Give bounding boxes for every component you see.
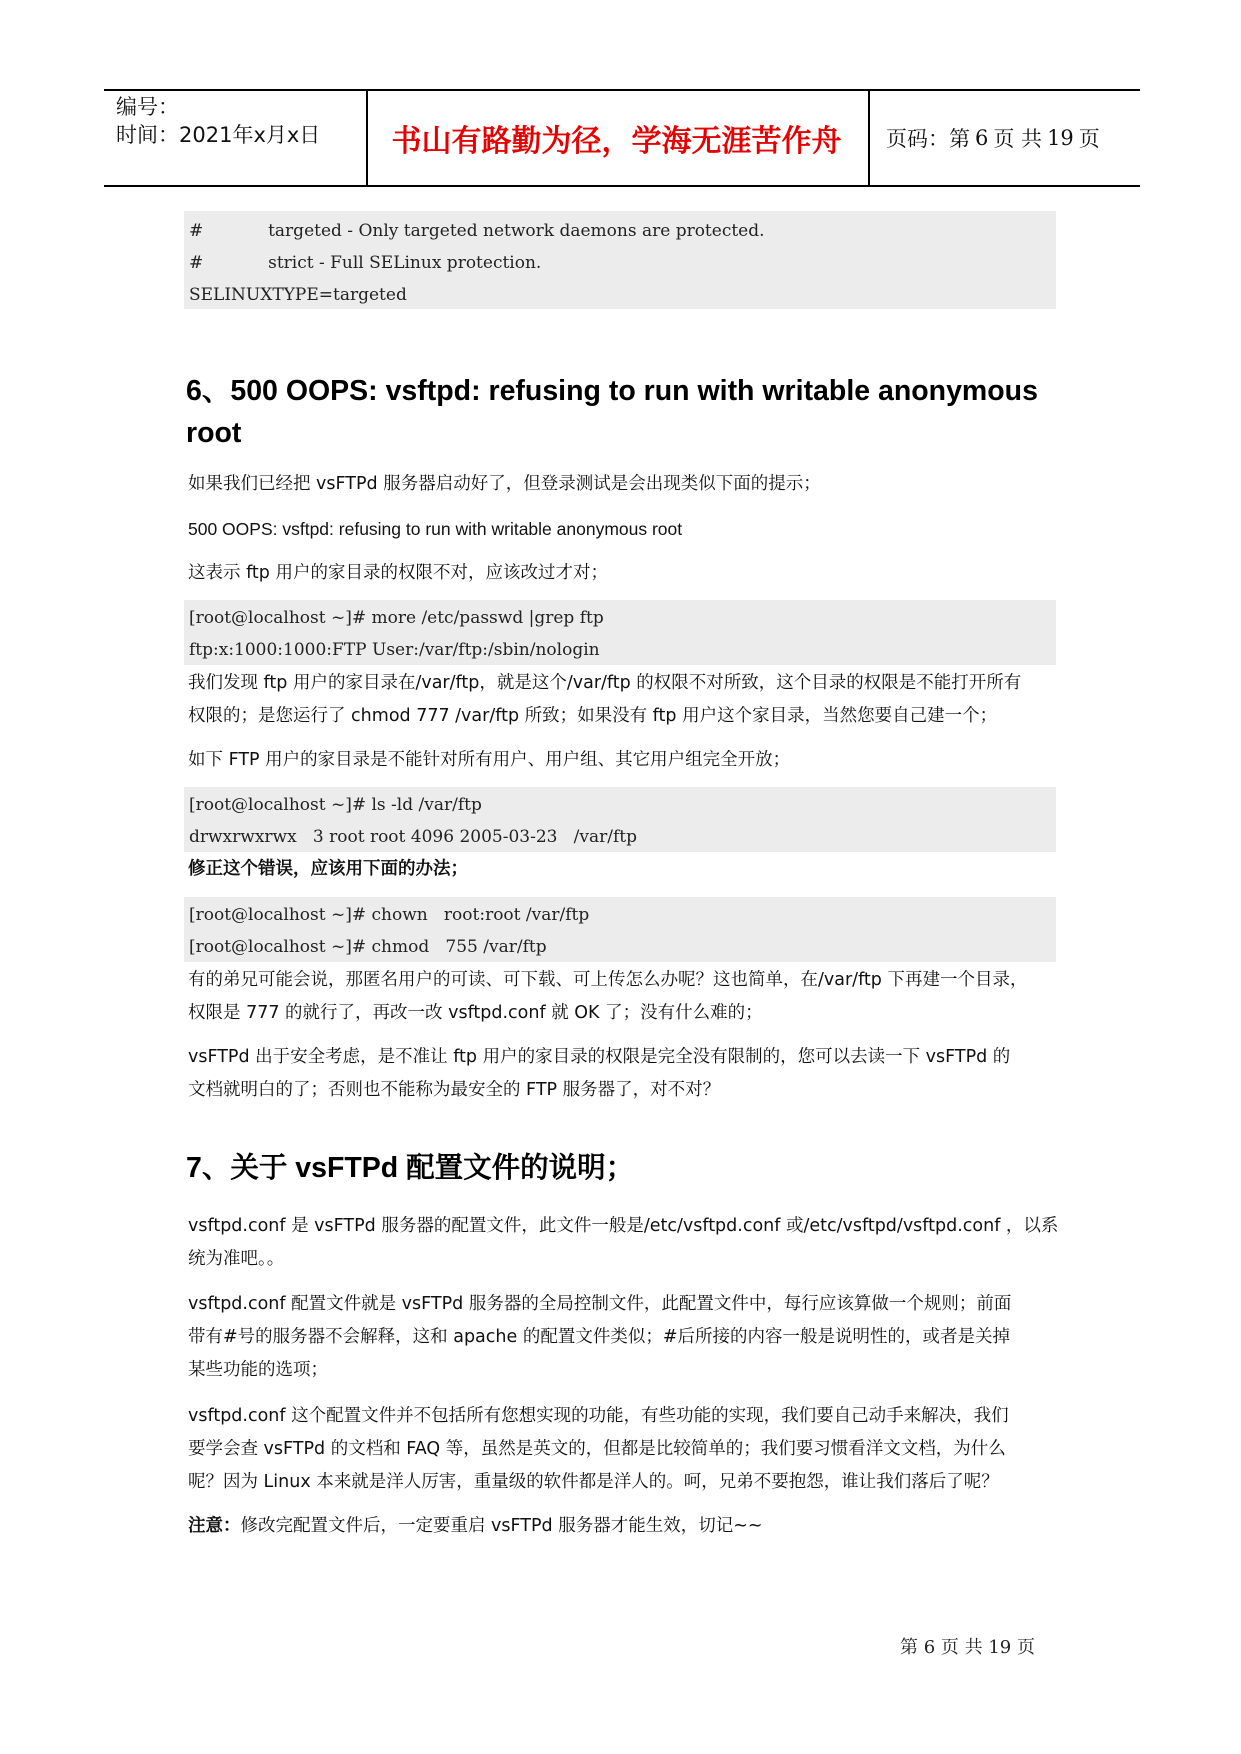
header-divider bbox=[366, 91, 368, 185]
paragraph: 统为准吧。。 bbox=[188, 1249, 285, 1269]
code-line: # strict - Full SELinux protection. bbox=[189, 253, 542, 273]
section-heading: 7、关于 vsFTPd 配置文件的说明； bbox=[186, 1152, 635, 1184]
paragraph: vsFTPd 出于安全考虑，是不准让 ftp 用户的家目录的权限是完全没有限制的，您可以去读一下 vsFTPd 的 bbox=[188, 1047, 1011, 1067]
paragraph: vsftpd.conf 配置文件就是 vsFTPd 服务器的全局控制文件，此配置文件中，每行应该算做一个规则；前面 bbox=[188, 1294, 1012, 1314]
paragraph: 权限的；是您运行了 chmod 777 /var/ftp 所致；如果没有 ftp 用户这个家目录，当然您要自己建一个； bbox=[188, 706, 998, 726]
page-footer: 第 6 页 共 19 页 bbox=[900, 1637, 1035, 1658]
page-total: 19 bbox=[1047, 126, 1074, 150]
paragraph: 如果我们已经把 vsFTPd 服务器启动好了，但登录测试是会出现类似下面的提示； bbox=[188, 474, 821, 494]
header-meta bbox=[116, 91, 361, 185]
paragraph: 带有#号的服务器不会解释，这和 apache 的配置文件类似；#后所接的内容一般是说明性的，或者是关掉 bbox=[188, 1327, 1010, 1347]
code-block bbox=[184, 787, 1056, 852]
code-line: [root@localhost ~]# chmod 755 /var/ftp bbox=[189, 937, 547, 957]
paragraph: 有的弟兄可能会说，那匿名用户的可读、可下载、可上传怎么办呢？这也简单，在/var/ftp 下再建一个目录， bbox=[188, 970, 1028, 990]
header-number-label: 编号： bbox=[116, 95, 179, 119]
code-line: [root@localhost ~]# more /etc/passwd |grep ftp bbox=[189, 608, 604, 628]
page-prefix: 页码：第 bbox=[886, 127, 970, 151]
page-header bbox=[104, 89, 1140, 187]
section-heading: 6、500 OOPS: vsftpd: refusing to run with writable anonymous bbox=[186, 375, 1038, 407]
paragraph: vsftpd.conf 这个配置文件并不包括所有您想实现的功能，有些功能的实现，我们要自己动手来解决，我们 bbox=[188, 1406, 1009, 1426]
paragraph: 我们发现 ftp 用户的家目录在/var/ftp，就是这个/var/ftp 的权限不对所致，这个目录的权限是不能打开所有 bbox=[188, 673, 1022, 693]
code-block bbox=[184, 211, 1056, 309]
header-motto: 书山有路勤为径，学海无涯苦作舟 bbox=[391, 124, 842, 159]
note-label: 注意： bbox=[188, 1516, 241, 1536]
code-line: [root@localhost ~]# chown root:root /var/ftp bbox=[189, 905, 590, 925]
page-suffix: 页 bbox=[1078, 127, 1100, 151]
paragraph: 500 OOPS: vsftpd: refusing to run with writable anonymous root bbox=[188, 519, 683, 539]
section-heading: root bbox=[186, 417, 242, 449]
code-line: SELINUXTYPE=targeted bbox=[189, 285, 407, 305]
page-current: 6 bbox=[975, 126, 989, 150]
code-line: ftp:x:1000:1000:FTP User:/var/ftp:/sbin/nologin bbox=[189, 640, 600, 660]
note-paragraph bbox=[188, 1510, 1056, 1543]
paragraph: 呢？因为 Linux 本来就是洋人厉害，重量级的软件都是洋人的。呵，兄弟不要抱怨，谁让我们落后了呢？ bbox=[188, 1472, 999, 1492]
code-block bbox=[184, 897, 1056, 962]
code-line: [root@localhost ~]# ls -ld /var/ftp bbox=[189, 795, 482, 815]
bold-paragraph: 修正这个错误，应该用下面的办法； bbox=[188, 859, 468, 879]
note-text: 修改完配置文件后，一定要重启 vsFTPd 服务器才能生效，切记~~ bbox=[240, 1516, 763, 1536]
code-line: drwxrwxrwx 3 root root 4096 2005-03-23 /var/ftp bbox=[189, 827, 637, 847]
header-divider bbox=[868, 91, 870, 185]
page-mid: 页 共 bbox=[993, 127, 1043, 151]
header-page-info bbox=[874, 91, 1152, 185]
code-line: # targeted - Only targeted network daemons are protected. bbox=[189, 221, 765, 241]
header-time-label: 时间：2021年x月x日 bbox=[116, 123, 321, 147]
paragraph: 某些功能的选项； bbox=[188, 1360, 328, 1380]
paragraph: 要学会查 vsFTPd 的文档和 FAQ 等，虽然是英文的，但都是比较简单的；我们要习惯看洋文文档，为什么 bbox=[188, 1439, 1006, 1459]
paragraph: vsftpd.conf 是 vsFTPd 服务器的配置文件，此文件一般是/etc/vsftpd.conf 或/etc/vsftpd/vsftpd.conf ，以系 bbox=[188, 1216, 1059, 1236]
paragraph: 权限是 777 的就行了，再改一改 vsftpd.conf 就 OK 了；没有什么难的； bbox=[188, 1003, 763, 1023]
paragraph: 文档就明白的了；否则也不能称为最安全的 FTP 服务器了，对不对？ bbox=[188, 1080, 721, 1100]
paragraph: 如下 FTP 用户的家目录是不能针对所有用户、用户组、其它用户组完全开放； bbox=[188, 750, 791, 770]
paragraph: 这表示 ftp 用户的家目录的权限不对，应该改过才对； bbox=[188, 563, 608, 583]
code-block bbox=[184, 600, 1056, 665]
